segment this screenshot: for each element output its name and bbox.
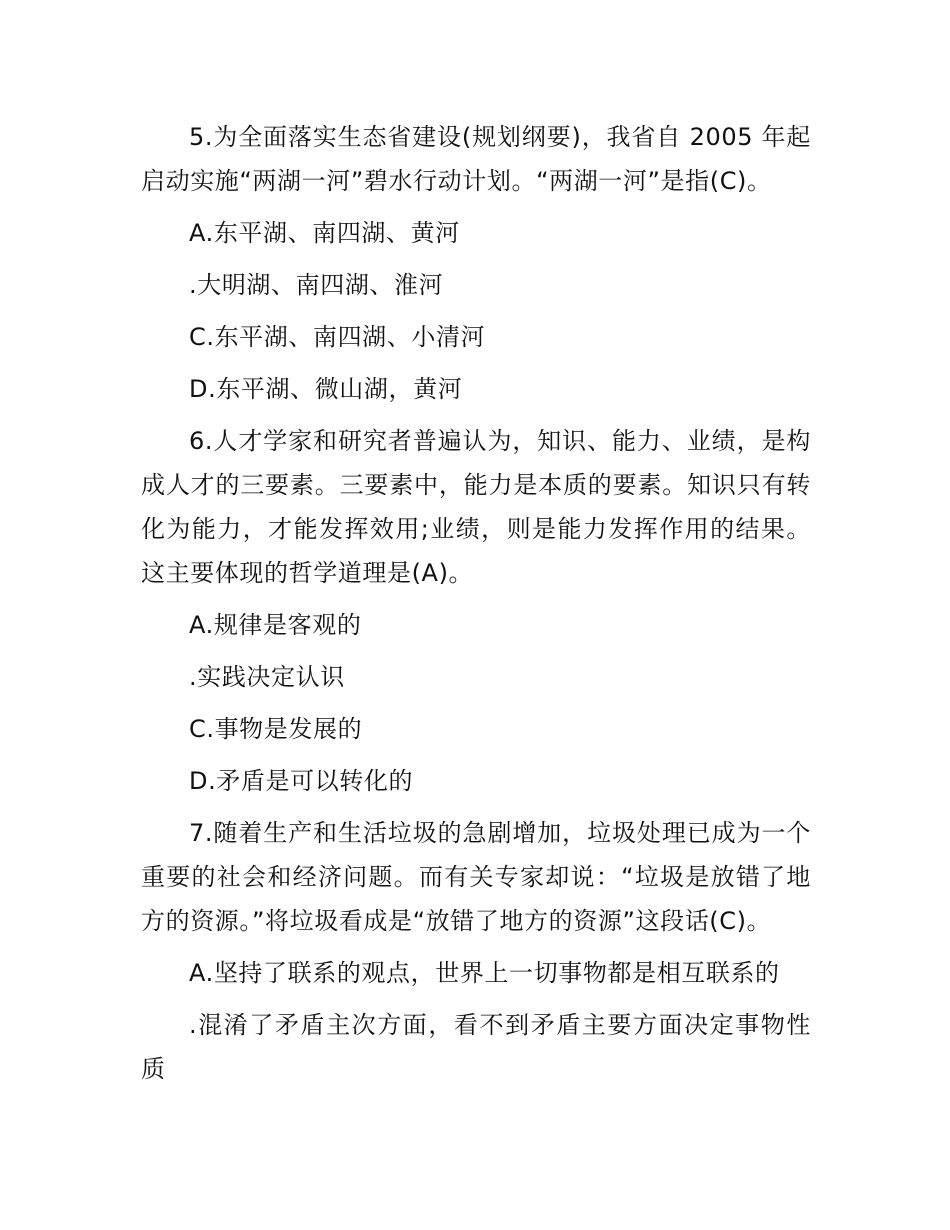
question-7-stem: 7.随着生产和生活垃圾的急剧增加，垃圾处理已成为一个重要的社会和经济问题。而有关专家却说：“垃圾是放错了地方的资源。”将垃圾看成是“放错了地方的资源”这段话(C)。 [141,819,811,935]
question-5-stem: 5.为全面落实生态省建设(规划纲要)，我省自 2005 年起启动实施“两湖一河”碧水行动计划。“两湖一河”是指(C)。 [141,123,811,195]
question-7-option-b: .混淆了矛盾主次方面，看不到矛盾主要方面决定事物性质 [141,1011,811,1083]
question-6-option-c: C.事物是发展的 [189,715,363,743]
question-7-option-a: A.坚持了联系的观点，世界上一切事物都是相互联系的 [189,959,780,987]
question-5-option-a: A.东平湖、南四湖、黄河 [189,219,460,247]
question-5-option-d: D.东平湖、微山湖，黄河 [189,375,463,403]
question-6-stem: 6.人才学家和研究者普遍认为，知识、能力、业绩，是构成人才的三要素。三要素中，能力是本质的要素。知识只有转化为能力，才能发挥效用;业绩，则是能力发挥作用的结果。这主要体现的哲学道理是(A)。 [141,427,811,587]
question-5-option-c: C.东平湖、南四湖、小清河 [189,323,486,351]
document-body [141,115,811,1099]
question-5-option-b: .大明湖、南四湖、淮河 [189,271,444,299]
question-6-option-d: D.矛盾是可以转化的 [189,767,414,795]
question-6-option-a: A.规律是客观的 [189,611,362,639]
question-6-option-b: .实践决定认识 [189,663,345,691]
